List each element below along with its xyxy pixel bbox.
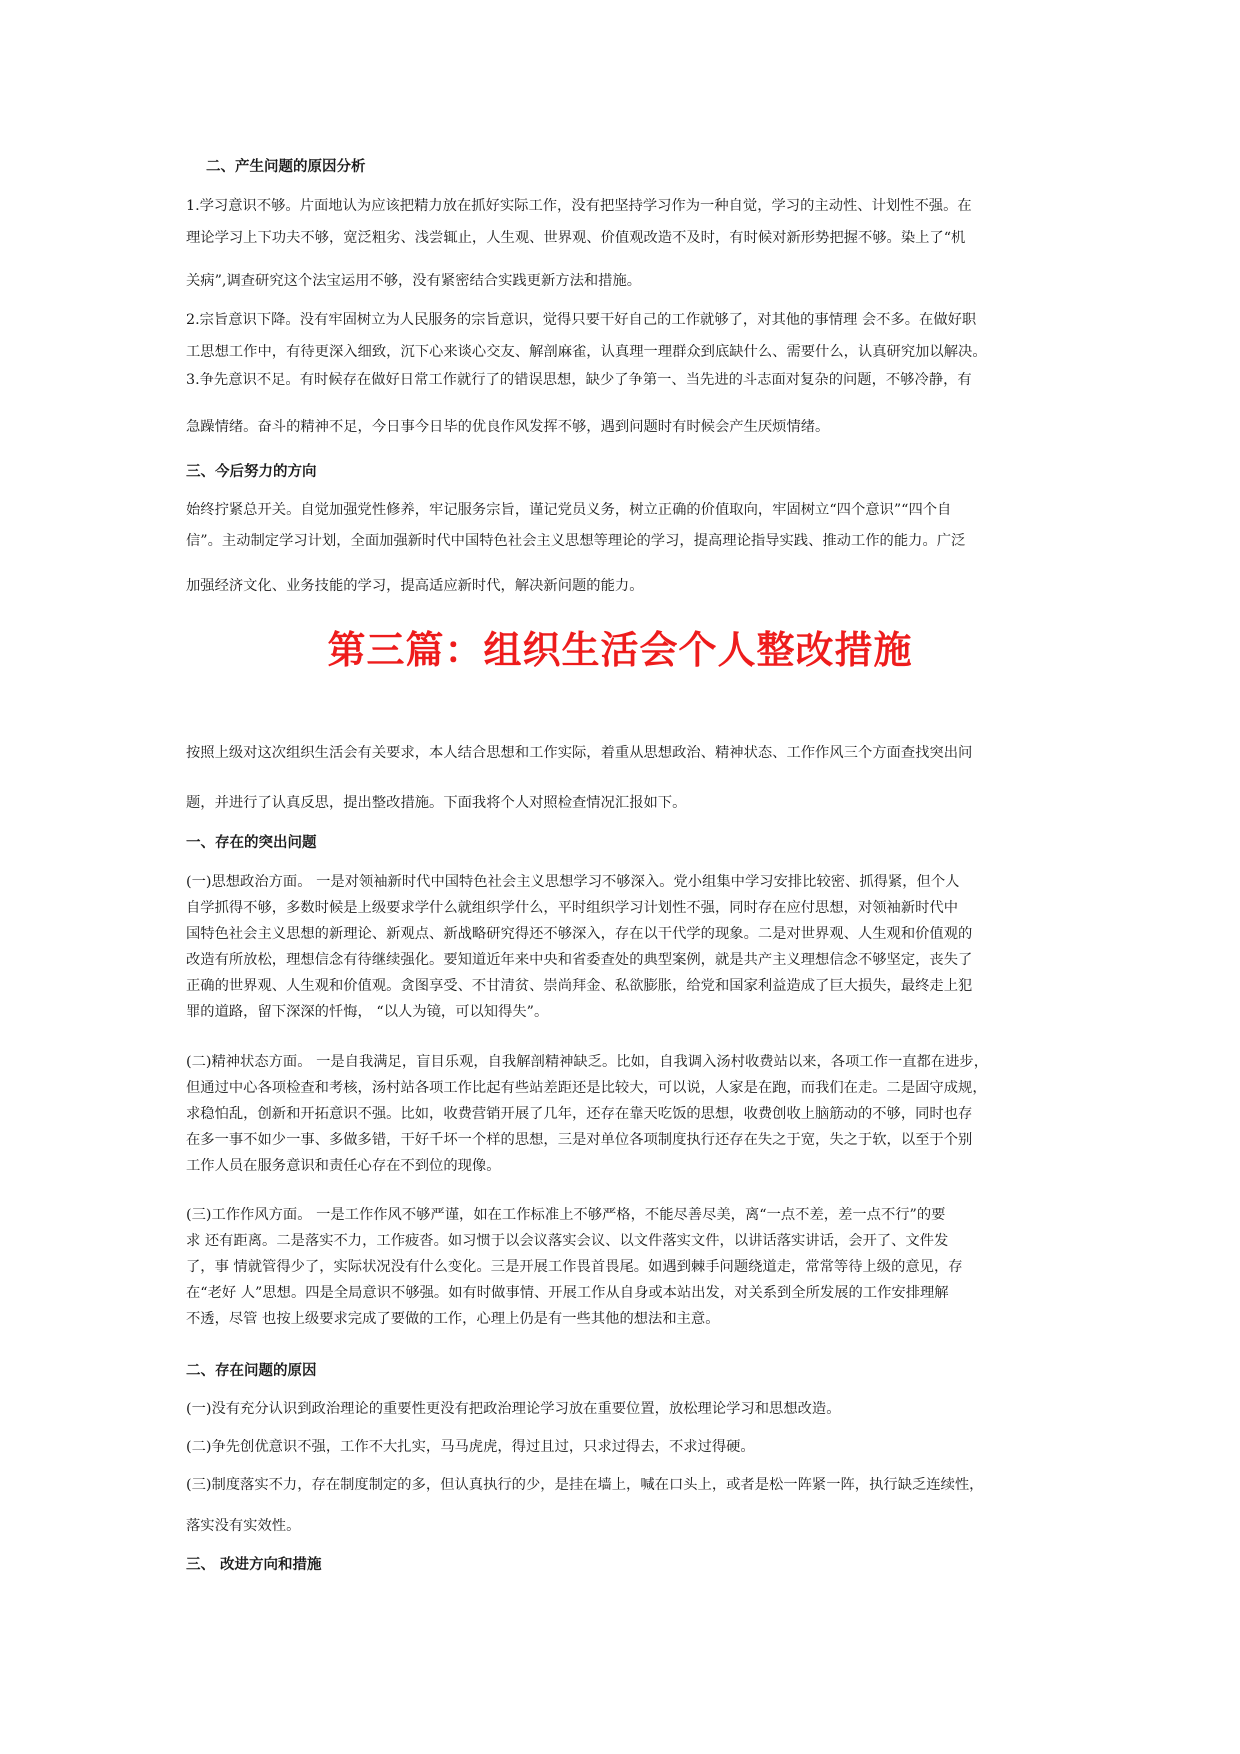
paragraph-line: 改造有所放松，理想信念有待继续强化。要知道近年来中央和省委查处的典型案例，就是共产主义理想信念不够坚定，丧失了	[186, 952, 973, 968]
chapter-title: 第三篇：组织生活会个人整改措施	[327, 628, 913, 672]
paragraph-line: 了，事 情就管得少了，实际状况没有什么变化。三是开展工作畏首畏尾。如遇到棘手问题绕道走，常常等待上级的意见，存	[186, 1259, 963, 1275]
paragraph-line: 求稳怕乱，创新和开拓意识不强。比如，收费营销开展了几年，还存在靠天吃饭的思想，收费创收上脑筋动的不够，同时也存	[186, 1106, 973, 1122]
paragraph-line: 在多一事不如少一事、多做多错，干好千坏一个样的思想，三是对单位各项制度执行还存在失之于宽，失之于软，以至于个别	[186, 1132, 973, 1148]
paragraph-line: 正确的世界观、人生观和价值观。贪图享受、不甘清贫、崇尚拜金、私欲膨胀，给党和国家利益造成了巨大损失，最终走上犯	[186, 978, 973, 994]
paragraph-line: (一)思想政治方面。 一是对领袖新时代中国特色社会主义思想学习不够深入。党小组集中学习安排比较密、抓得紧，但个人	[186, 874, 960, 890]
paragraph-line: 在“老好 人”思想。四是全局意识不够强。如有时做事情、开展工作从自身或本站出发，对关系到全所发展的工作安排理解	[186, 1285, 949, 1301]
paragraph-line: (三)工作作风方面。 一是工作作风不够严谨，如在工作标准上不够严格，不能尽善尽美，离“一点不差，差一点不行”的要	[186, 1207, 946, 1223]
paragraph-line: 工思想工作中，有待更深入细致，沉下心来谈心交友、解剖麻雀，认真理一理群众到底缺什么、需要什么，认真研究加以解决。	[186, 344, 987, 360]
paragraph-line: 国特色社会主义思想的新理论、新观点、新战略研究得还不够深入，存在以干代学的现象。二是对世界观、人生观和价值观的	[186, 926, 973, 942]
paragraph-line: 2.宗旨意识下降。没有牢固树立为人民服务的宗旨意识，觉得只要干好自己的工作就够了，对其他的事情理 会不多。在做好职	[186, 312, 977, 328]
section-heading-reasons: 二、存在问题的原因	[186, 1363, 317, 1379]
paragraph-line: (二)争先创优意识不强，工作不大扎实，马马虎虎，得过且过，只求过得去，不求过得硬。	[186, 1439, 755, 1455]
section-heading-problems: 一、存在的突出问题	[186, 835, 317, 851]
paragraph-line: 始终拧紧总开关。自觉加强党性修养，牢记服务宗旨，谨记党员义务，树立正确的价值取向，牢固树立“四个意识”“四个自	[186, 502, 952, 518]
paragraph-line: 求 还有距离。二是落实不力，工作疲沓。如习惯于以会议落实会议、以文件落实文件，以讲话落实讲话，会开了、文件发	[186, 1233, 949, 1249]
paragraph-line: (一)没有充分认识到政治理论的重要性更没有把政治理论学习放在重要位置，放松理论学习和思想改造。	[186, 1401, 841, 1417]
paragraph-line: 但通过中心各项检查和考核，汤村站各项工作比起有些站差距还是比较大，可以说，人家是在跑，而我们在走。二是固守成规，	[186, 1080, 987, 1096]
paragraph-line: (三)制度落实不力，存在制度制定的多，但认真执行的少，是挂在墙上，喊在口头上，或者是松一阵紧一阵，执行缺乏连续性，	[186, 1477, 984, 1493]
section-heading-direction: 三、今后努力的方向	[186, 464, 317, 480]
paragraph-line: 1.学习意识不够。片面地认为应该把精力放在抓好实际工作，没有把坚持学习作为一种自觉，学习的主动性、计划性不强。在	[186, 198, 972, 214]
paragraph-line: 不透，尽管 也按上级要求完成了要做的工作，心理上仍是有一些其他的想法和主意。	[186, 1311, 720, 1327]
paragraph-line: (二)精神状态方面。 一是自我满足，盲目乐观，自我解剖精神缺乏。比如，自我调入汤村收费站以来，各项工作一直都在进步，	[186, 1054, 989, 1070]
paragraph-line: 理论学习上下功夫不够，宽泛粗劣、浅尝辄止，人生观、世界观、价值观改造不及时，有时候对新形势把握不够。染上了“机	[186, 230, 966, 246]
paragraph-line: 急躁情绪。奋斗的精神不足，今日事今日毕的优良作风发挥不够，遇到问题时有时候会产生厌烦情绪。	[186, 419, 830, 435]
section-heading-measures: 三、 改进方向和措施	[186, 1557, 322, 1573]
section-heading-causes: 二、产生问题的原因分析	[206, 159, 366, 175]
paragraph-line: 按照上级对这次组织生活会有关要求，本人结合思想和工作实际，着重从思想政治、精神状态、工作作风三个方面查找突出问	[186, 745, 973, 761]
paragraph-line: 加强经济文化、业务技能的学习，提高适应新时代，解决新问题的能力。	[186, 578, 644, 594]
paragraph-line: 关病”,调查研究这个法宝运用不够，没有紧密结合实践更新方法和措施。	[186, 273, 642, 289]
paragraph-line: 工作人员在服务意识和责任心存在不到位的现像。	[186, 1158, 501, 1174]
paragraph-line: 3.争先意识不足。有时候存在做好日常工作就行了的错误思想，缺少了争第一、当先进的斗志面对复杂的问题，不够冷静，有	[186, 372, 972, 388]
paragraph-line: 落实没有实效性。	[186, 1518, 301, 1534]
paragraph-line: 自学抓得不够，多数时候是上级要求学什么就组织学什么，平时组织学习计划性不强，同时存在应付思想，对领袖新时代中	[186, 900, 959, 916]
paragraph-line: 题，并进行了认真反思，提出整改措施。下面我将个人对照检查情况汇报如下。	[186, 795, 687, 811]
paragraph-line: 信”。主动制定学习计划，全面加强新时代中国特色社会主义思想等理论的学习，提高理论指导实践、推动工作的能力。广泛	[186, 533, 966, 549]
paragraph-line: 罪的道路，留下深深的忏悔， “以人为镜，可以知得失”。	[186, 1004, 549, 1020]
